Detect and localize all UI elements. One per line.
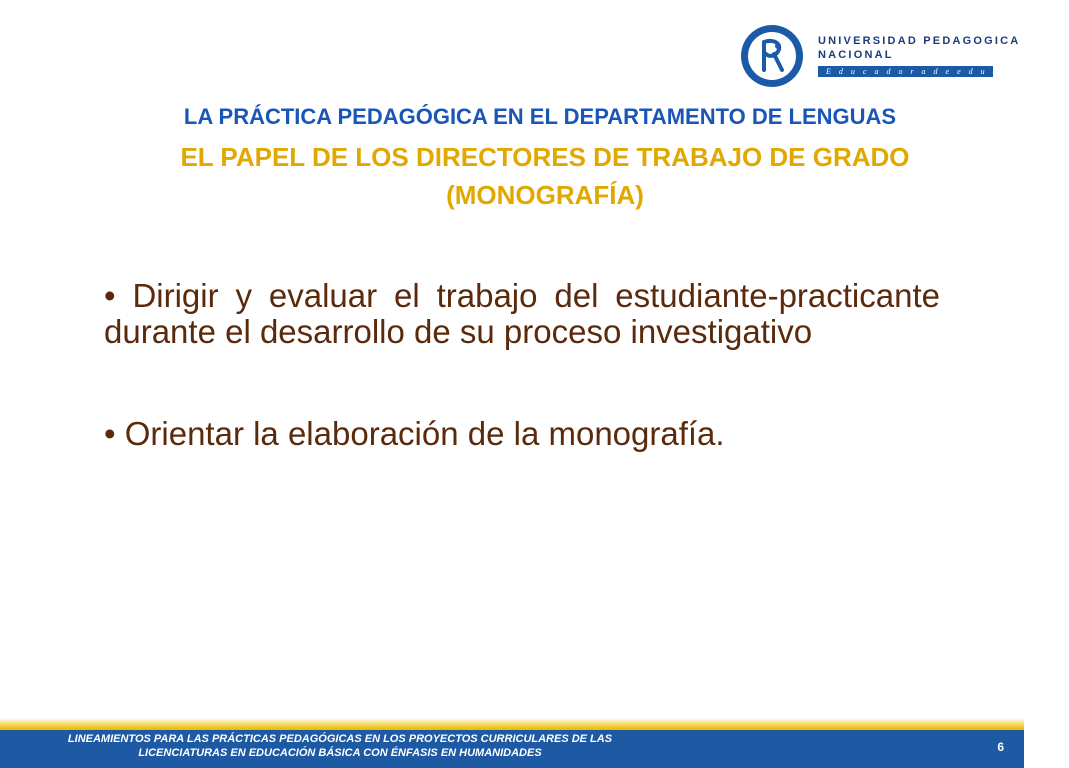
page-number: 6 [997,740,1004,754]
university-logo [740,24,1069,88]
slide-subtitle: EL PAPEL DE LOS DIRECTORES DE TRABAJO DE GRADO (MONOGRAFÍA) [180,142,910,210]
logo-line-2: NACIONAL [818,49,894,61]
bullet-item [104,278,940,350]
university-seal-icon [740,24,804,88]
bullet-list [104,278,940,452]
logo-line-1: UNIVERSIDAD PEDAGOGICA [818,35,1021,47]
logo-tagline: E d u c a d o r a d e e d u c a d o r e s [818,66,993,77]
bullet-mark: • [104,277,116,314]
bullet-text: Dirigir y evaluar el trabajo del estudiante-practicante durante el desarrollo de su proceso investigativo [104,277,940,350]
footer-bar [0,730,1024,768]
university-name [818,34,1069,77]
bullet-text: Orientar la elaboración de la monografía. [115,415,725,452]
bullet-item [104,416,940,452]
footer-stripe [0,718,1024,730]
footer-text: LINEAMIENTOS PARA LAS PRÁCTICAS PEDAGÓGICAS EN LOS PROYECTOS CURRICULARES DE LAS LICENCIATURAS EN EDUCACIÓN BÁSICA CON ÉNFASIS EN HUMANIDADES [67,733,613,759]
bullet-mark: • [104,415,116,452]
slide-title: LA PRÁCTICA PEDAGÓGICA EN EL DEPARTAMENTO DE LENGUAS [183,104,897,129]
